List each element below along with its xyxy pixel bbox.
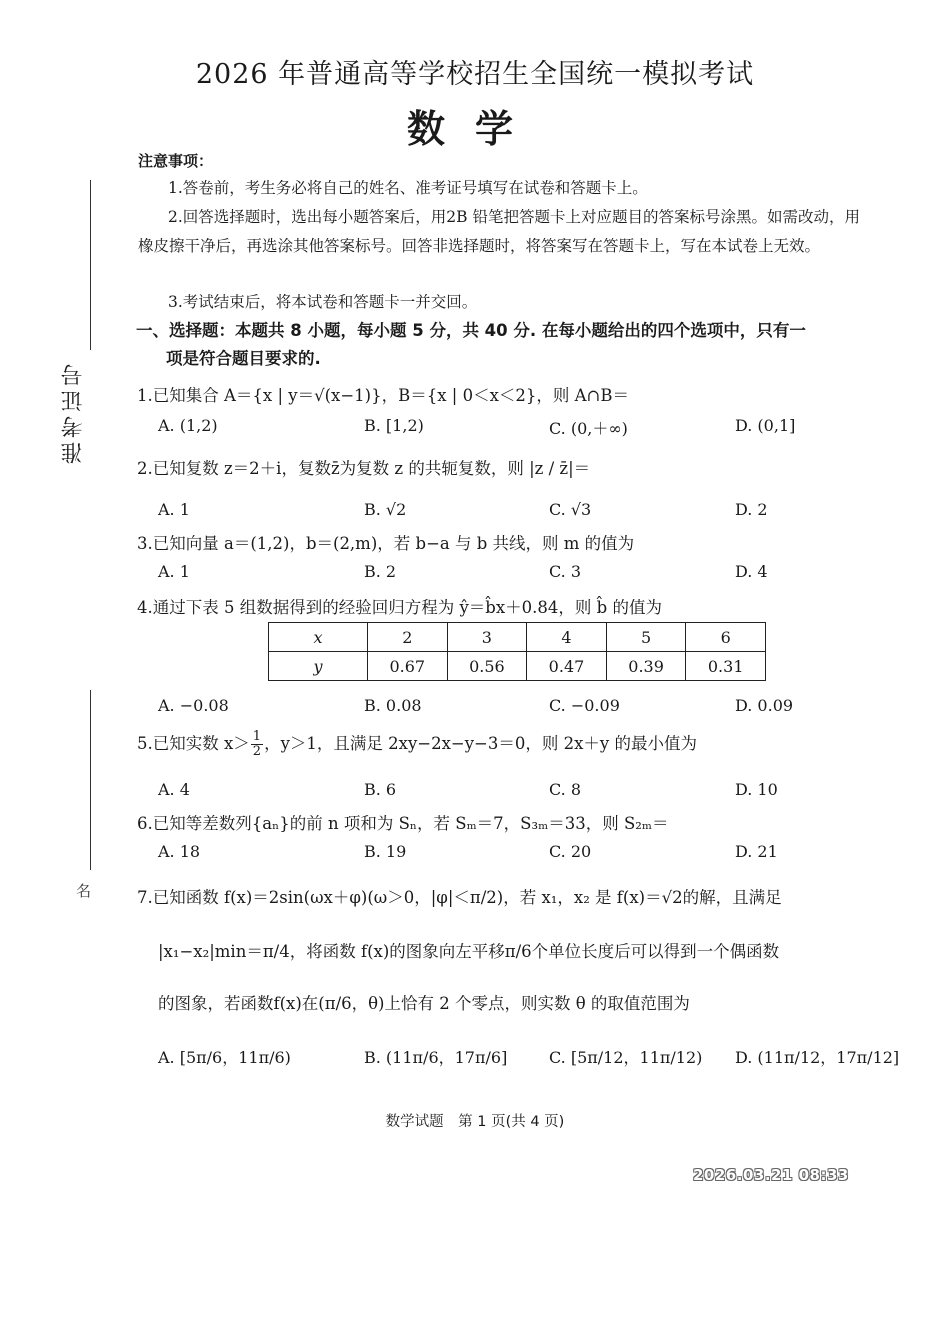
scan-timestamp: 2026.03.21 08:33 (693, 1166, 849, 1184)
table-cell: 6 (686, 623, 766, 652)
table-cell: 0.56 (447, 652, 527, 681)
section-heading-cont: 项是符合题目要求的. (166, 349, 321, 368)
question-5-stem-part-b: ，y＞1，且满足 2xy−2x−y−3＝0，则 2x＋y 的最小值为 (264, 734, 697, 753)
question-4-option-a: A. −0.08 (158, 696, 229, 715)
question-4-option-d: D. 0.09 (735, 696, 794, 715)
table-cell: 3 (447, 623, 527, 652)
question-2-option-a: A. 1 (158, 500, 190, 519)
regression-data-table (268, 622, 766, 681)
exam-title: 2026 年普通高等学校招生全国统一模拟考试 (195, 59, 755, 90)
question-4-option-b: B. 0.08 (364, 696, 422, 715)
table-cell: 4 (527, 623, 607, 652)
question-2-option-c: C. √3 (549, 500, 592, 519)
question-6-option-d: D. 21 (735, 842, 778, 861)
question-6-option-b: B. 19 (364, 842, 407, 861)
table-cell: 2 (368, 623, 448, 652)
question-2-stem: 2.已知复数 z＝2＋i，复数z̄为复数 z 的共轭复数，则 |z / z̄|＝ (137, 459, 591, 478)
question-1-stem: 1.已知集合 A＝{x | y＝√(x−1)}，B＝{x | 0＜x＜2}，则 A∩B＝ (137, 386, 629, 405)
fraction-denominator: 2 (252, 744, 262, 759)
table-cell: 0.67 (368, 652, 448, 681)
question-7-stem-line-2: |x₁−x₂|min＝π/4，将函数 f(x)的图象向左平移π/6个单位长度后可以得到一个偶函数 (158, 942, 780, 961)
question-7-option-c: C. [5π/12，11π/12) (549, 1048, 703, 1067)
question-7-option-a: A. [5π/6，11π/6) (158, 1048, 291, 1067)
fraction-numerator: 1 (252, 729, 262, 744)
question-5-stem (137, 730, 697, 759)
question-3-option-c: C. 3 (549, 562, 582, 581)
question-7-option-b: B. (11π/6，17π/6] (364, 1048, 508, 1067)
section-heading: 一、选择题：本题共 8 小题，每小题 5 分，共 40 分. 在每小题给出的四个选项中，只有一 (136, 321, 806, 340)
question-7-stem-line-1: 7.已知函数 f(x)＝2sin(ωx＋φ)(ω＞0，|φ|＜π/2)，若 x₁，x₂ 是 f(x)＝√2的解，且满足 (137, 888, 782, 907)
page-footer: 数学试题 第 1 页(共 4 页) (385, 1114, 565, 1130)
question-2-option-d: D. 2 (735, 500, 768, 519)
question-5-stem-part-a: 5.已知实数 x＞ (137, 734, 250, 753)
table-row (269, 652, 766, 681)
question-3-option-d: D. 4 (735, 562, 768, 581)
question-6-stem: 6.已知等差数列{aₙ}的前 n 项和为 Sₙ，若 Sₘ＝7，S₃ₘ＝33，则 S₂ₘ＝ (137, 814, 669, 833)
table-row (269, 623, 766, 652)
question-1-option-d: D. (0,1] (735, 416, 796, 435)
question-2-option-b: B. √2 (364, 500, 407, 519)
question-1-option-b: B. [1,2) (364, 416, 424, 435)
table-cell: 0.47 (527, 652, 607, 681)
table-cell: 5 (606, 623, 686, 652)
table-cell: y (269, 652, 368, 681)
binding-line-top (90, 180, 91, 350)
exam-id-label: 准考证号 (61, 360, 86, 464)
question-3-option-b: B. 2 (364, 562, 397, 581)
question-7-option-d: D. (11π/12，17π/12] (735, 1048, 900, 1067)
table-cell: 0.39 (606, 652, 686, 681)
subject-title: 数学 (406, 107, 543, 151)
question-5-option-b: B. 6 (364, 780, 397, 799)
question-3-option-a: A. 1 (158, 562, 190, 581)
notice-heading: 注意事项： (138, 152, 214, 170)
table-cell: 0.31 (686, 652, 766, 681)
name-label-fragment: 名 (76, 882, 92, 900)
question-3-stem: 3.已知向量 a＝(1,2)，b＝(2,m)，若 b−a 与 b 共线，则 m 的值为 (137, 534, 635, 553)
question-7-stem-line-3: 的图象，若函数f(x)在(π/6，θ)上恰有 2 个零点，则实数 θ 的取值范围为 (158, 994, 690, 1013)
question-5-option-a: A. 4 (158, 780, 190, 799)
question-1-option-a: A. (1,2) (158, 416, 218, 435)
table-cell: x (269, 623, 368, 652)
notice-item-3: 3.考试结束后，将本试卷和答题卡一并交回。 (168, 293, 478, 311)
question-5-option-c: C. 8 (549, 780, 582, 799)
question-1-option-c: C. (0,＋∞) (549, 419, 628, 438)
binding-line-bottom (90, 690, 91, 870)
fraction (251, 730, 263, 759)
notice-item-1: 1.答卷前，考生务必将自己的姓名、准考证号填写在试卷和答题卡上。 (168, 179, 648, 197)
question-6-option-c: C. 20 (549, 842, 592, 861)
question-5-option-d: D. 10 (735, 780, 778, 799)
question-6-option-a: A. 18 (158, 842, 201, 861)
notice-item-2: 2.回答选择题时，选出每小题答案后，用2B 铅笔把答题卡上对应题目的答案标号涂黑。如需改动，用橡皮擦干净后，再选涂其他答案标号。回答非选择题时，将答案写在答题卡上，写在本试卷上无效。 (138, 208, 860, 255)
question-4-option-c: C. −0.09 (549, 696, 620, 715)
question-4-stem: 4.通过下表 5 组数据得到的经验回归方程为 ŷ＝b̂x＋0.84，则 b̂ 的值为 (137, 598, 662, 617)
